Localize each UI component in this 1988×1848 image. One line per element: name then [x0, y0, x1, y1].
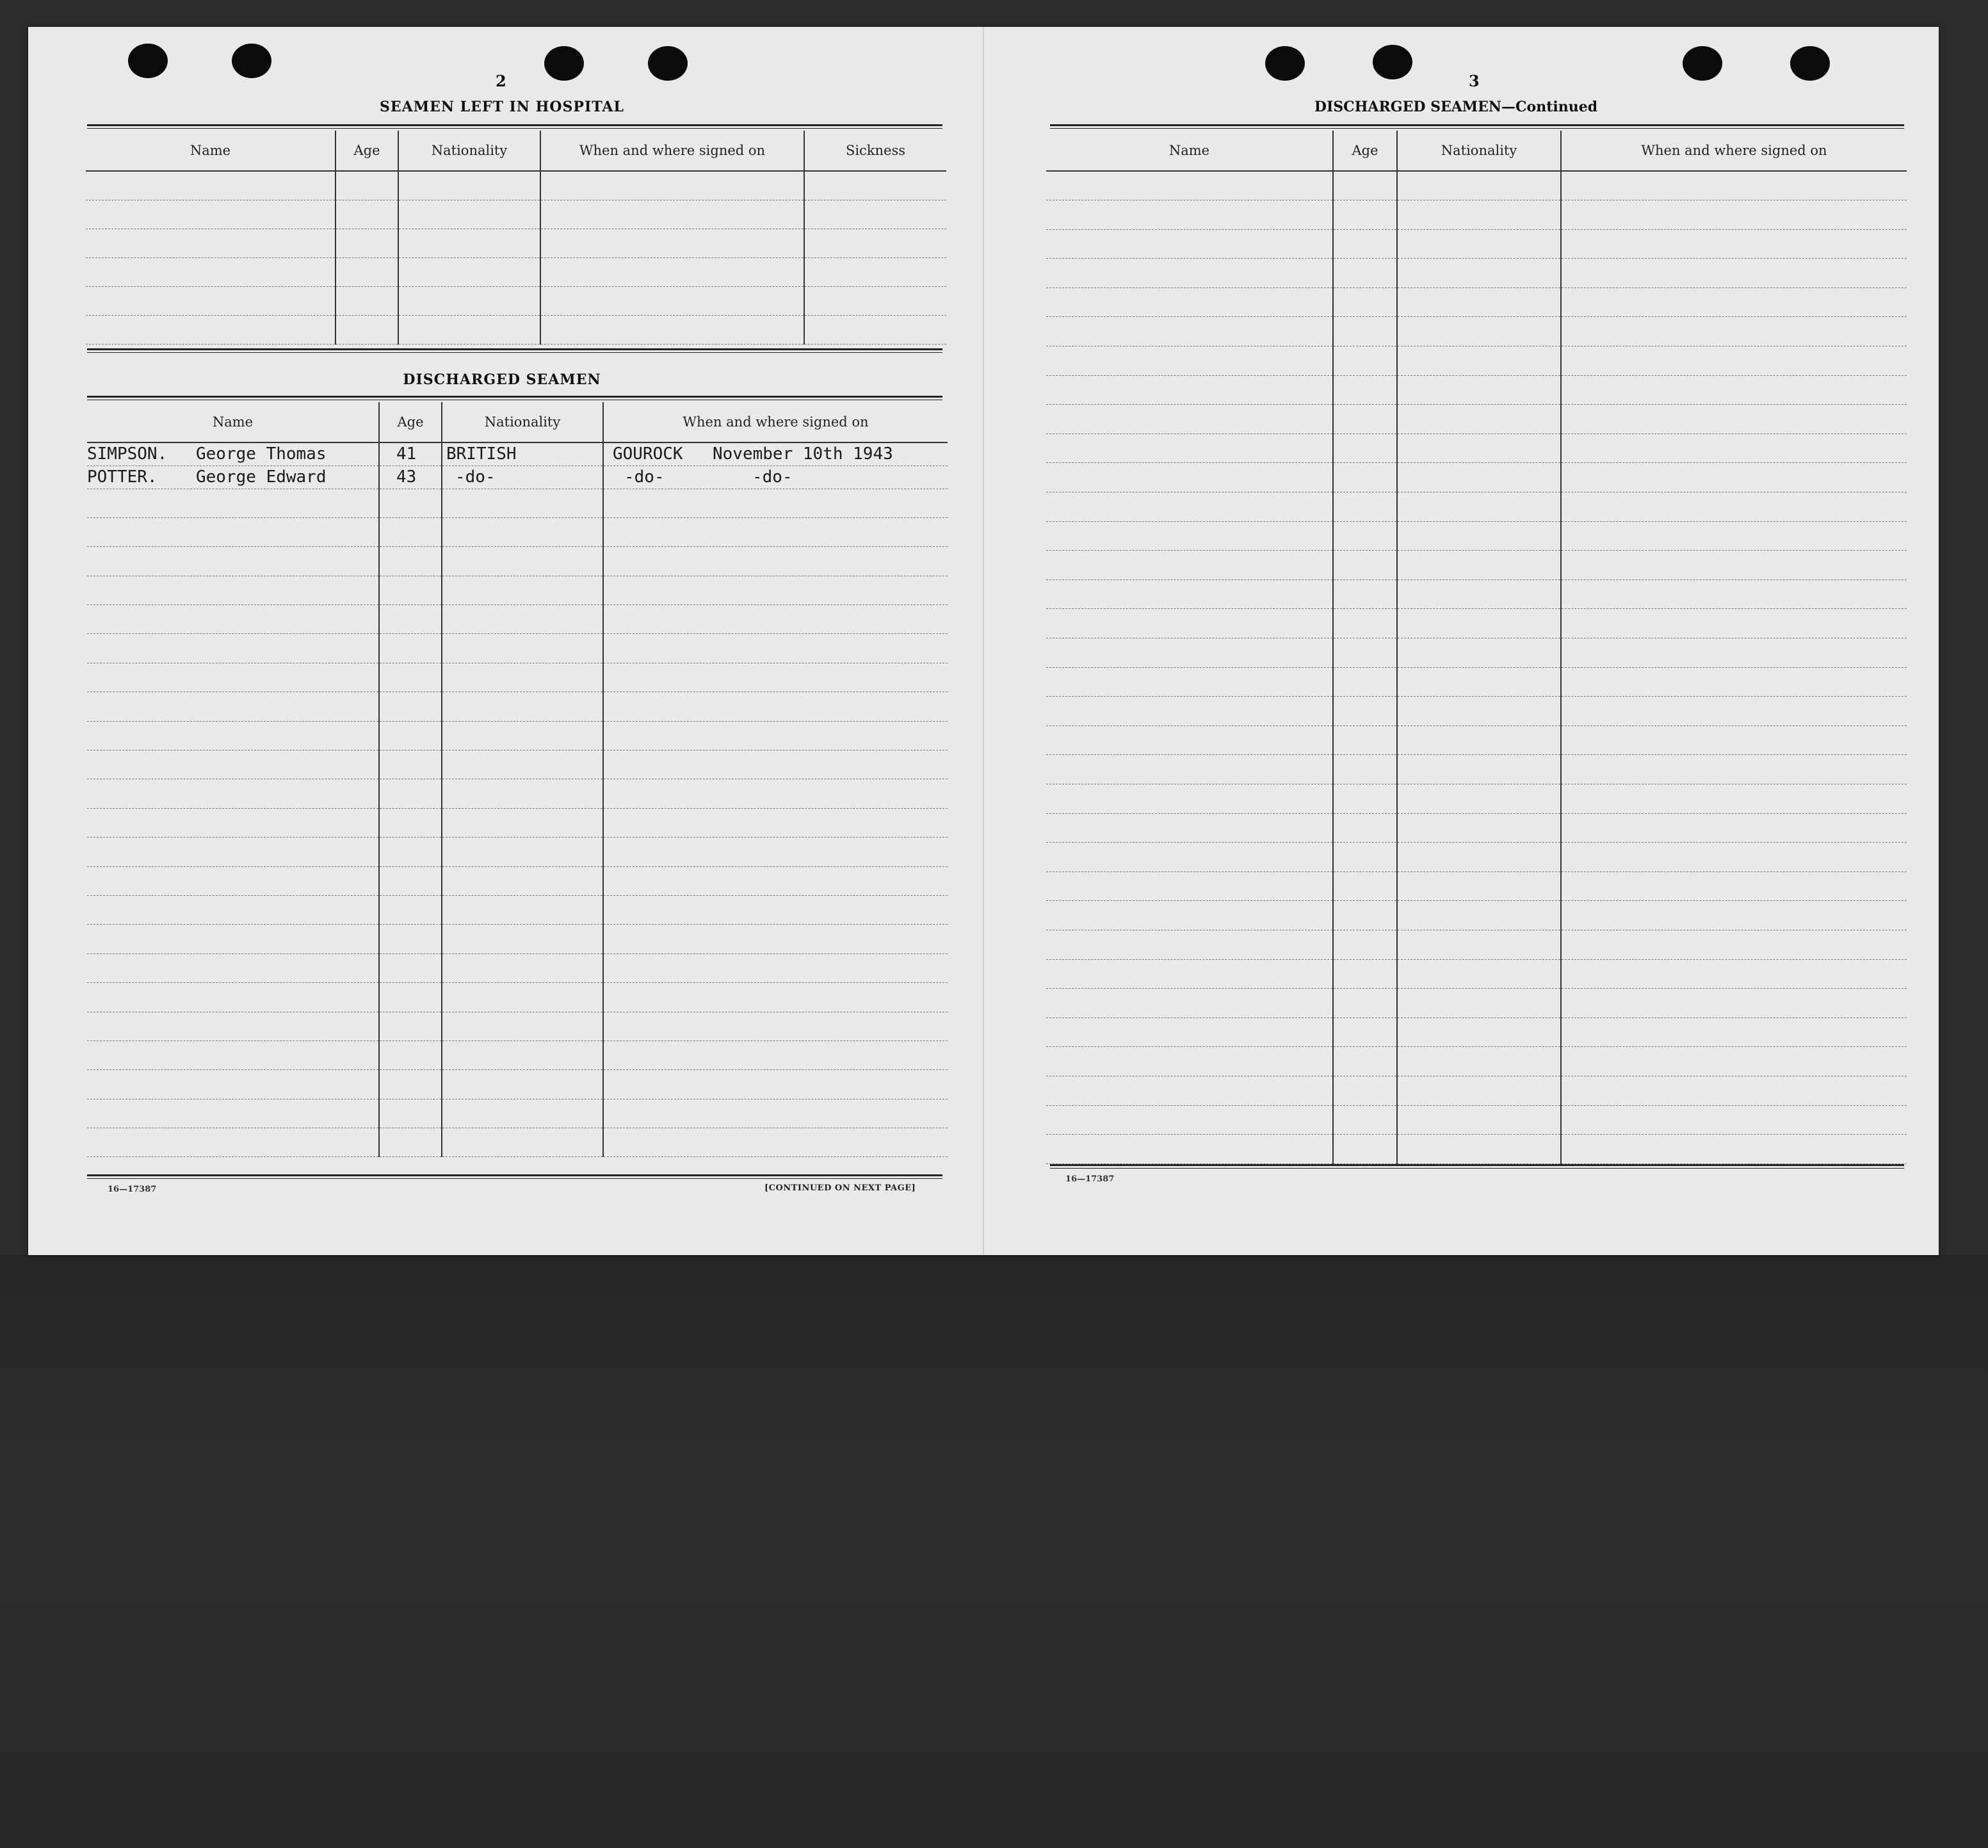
punch-hole	[1683, 46, 1722, 81]
continued-note: [CONTINUED ON NEXT PAGE]	[764, 1183, 916, 1193]
page-number: 2	[496, 72, 506, 90]
table-row	[87, 895, 948, 924]
table-row	[87, 779, 948, 808]
table-row	[86, 286, 946, 315]
header-when-where: When and where signed on	[1561, 131, 1907, 171]
table-row	[1046, 317, 1907, 346]
table-row	[1046, 1076, 1907, 1105]
table-row	[87, 442, 948, 466]
table-row	[1046, 609, 1907, 638]
header-age: Age	[335, 131, 398, 171]
signed-on-place: -do-	[624, 467, 665, 487]
punch-hole	[1790, 46, 1830, 81]
table-row	[1046, 697, 1907, 726]
table-row	[1046, 871, 1907, 901]
table-row	[87, 1128, 948, 1157]
page-number: 3	[1469, 72, 1480, 90]
hospital-table	[86, 131, 946, 344]
form-number: 16—17387	[1065, 1174, 1115, 1184]
punch-hole	[128, 44, 168, 78]
seaman-nationality: BRITISH	[442, 442, 603, 466]
hospital-section-title: SEAMEN LEFT IN HOSPITAL	[380, 99, 624, 115]
table-row	[1046, 346, 1907, 376]
header-when-where: When and where signed on	[540, 131, 804, 171]
table-row	[1046, 229, 1907, 259]
title-rule	[87, 396, 942, 400]
header-age: Age	[1333, 131, 1397, 171]
header-name: Name	[86, 131, 335, 171]
table-row	[86, 315, 946, 344]
header-nationality: Nationality	[398, 131, 540, 171]
header-name: Name	[1046, 131, 1333, 171]
header-nationality: Nationality	[442, 402, 603, 442]
table-row	[87, 808, 948, 837]
table-row	[87, 925, 948, 953]
title-rule	[1050, 124, 1904, 129]
table-row	[87, 692, 948, 721]
discharged-section-title: DISCHARGED SEAMEN	[403, 371, 601, 388]
table-row	[1046, 667, 1907, 697]
header-sickness: Sickness	[804, 131, 946, 171]
table-row	[1046, 288, 1907, 317]
table-row	[87, 721, 948, 750]
table-row	[87, 605, 948, 634]
table-row	[1046, 551, 1907, 580]
table-row	[87, 547, 948, 576]
header-name: Name	[87, 402, 379, 442]
seaman-surname: SIMPSON.	[87, 444, 168, 464]
table-row	[1046, 200, 1907, 230]
table-row	[1046, 259, 1907, 288]
table-row	[87, 983, 948, 1012]
table-row	[87, 866, 948, 895]
table-row	[86, 229, 946, 257]
discharged-continued-title: DISCHARGED SEAMEN—Continued	[1314, 99, 1598, 115]
table-row	[1046, 930, 1907, 959]
discharged-table	[87, 402, 948, 1157]
table-row	[1046, 813, 1907, 843]
punch-hole	[1373, 45, 1412, 79]
seaman-signed-on	[603, 466, 948, 489]
punch-hole	[544, 46, 584, 81]
seaman-signed-on	[603, 442, 948, 466]
table-end-rule	[87, 348, 942, 353]
form-number: 16—17387	[108, 1185, 157, 1194]
punch-hole	[232, 44, 271, 78]
table-row	[87, 489, 948, 517]
table-row	[1046, 463, 1907, 492]
seaman-name	[87, 442, 379, 466]
seaman-surname: POTTER.	[87, 467, 158, 487]
seaman-age: 43	[379, 466, 442, 489]
table-row	[87, 663, 948, 692]
table-row	[1046, 405, 1907, 434]
seaman-name	[87, 466, 379, 489]
table-row	[1046, 959, 1907, 989]
table-row	[87, 634, 948, 663]
film-background	[0, 1255, 1988, 1848]
table-end-rule	[87, 1174, 942, 1179]
table-row	[87, 576, 948, 604]
header-age: Age	[379, 402, 442, 442]
page-fold	[983, 27, 984, 1255]
table-row	[87, 750, 948, 779]
signed-on-date: November 10th 1943	[713, 444, 893, 464]
table-row	[1046, 434, 1907, 463]
punch-hole	[1265, 46, 1305, 81]
table-row	[1046, 1135, 1907, 1164]
table-row	[1046, 1017, 1907, 1047]
table-row	[1046, 843, 1907, 872]
seaman-age: 41	[379, 442, 442, 466]
table-row	[1046, 755, 1907, 784]
table-row	[87, 1099, 948, 1128]
table-row	[1046, 492, 1907, 522]
table-row	[87, 838, 948, 866]
table-row	[1046, 171, 1907, 200]
table-row	[86, 200, 946, 229]
header-nationality: Nationality	[1397, 131, 1561, 171]
table-row	[1046, 989, 1907, 1018]
table-row	[1046, 375, 1907, 405]
table-row	[87, 1041, 948, 1069]
table-row	[86, 171, 946, 200]
table-row	[87, 517, 948, 546]
table-row	[1046, 1105, 1907, 1135]
ledger-spread	[28, 27, 1939, 1255]
table-end-rule	[1050, 1164, 1904, 1169]
header-when-where: When and where signed on	[603, 402, 948, 442]
table-row	[1046, 1047, 1907, 1076]
table-row	[1046, 784, 1907, 813]
table-row	[86, 257, 946, 286]
table-row	[1046, 521, 1907, 551]
table-row	[87, 1012, 948, 1041]
seaman-nationality: -do-	[442, 466, 603, 489]
table-row	[87, 1070, 948, 1099]
table-row	[1046, 638, 1907, 668]
seaman-given-names: George Edward	[196, 467, 327, 487]
discharged-continued-table	[1046, 131, 1907, 1164]
table-row	[1046, 901, 1907, 930]
seaman-given-names: George Thomas	[196, 444, 327, 464]
punch-hole	[648, 46, 688, 81]
table-row	[1046, 580, 1907, 609]
signed-on-date: -do-	[752, 467, 793, 487]
title-rule	[87, 124, 942, 129]
table-row	[87, 466, 948, 489]
table-row	[1046, 725, 1907, 755]
table-row	[87, 953, 948, 982]
signed-on-place: GOUROCK	[613, 444, 683, 464]
